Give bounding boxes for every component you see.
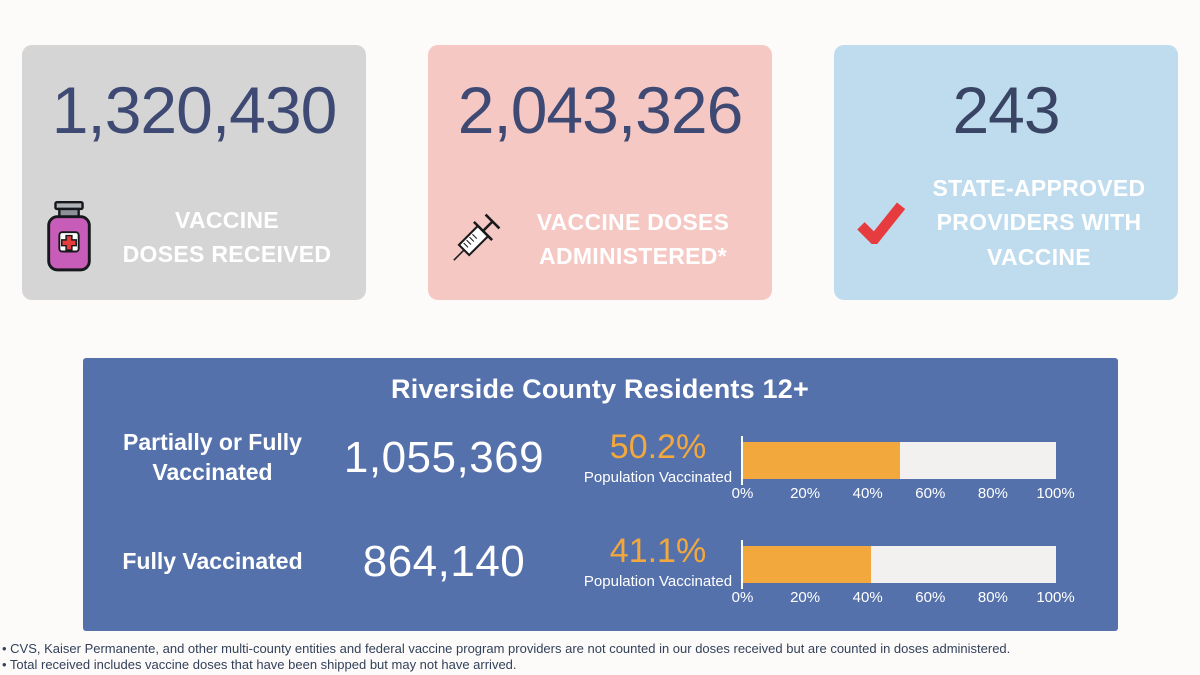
label-line: VACCINE <box>987 243 1091 270</box>
tick-label: 40% <box>852 588 883 606</box>
row-count: 864,140 <box>362 537 526 586</box>
bar-track <box>743 442 1056 479</box>
panel-title: Riverside County Residents 12+ <box>391 374 809 404</box>
vaccine-vial-icon <box>36 200 102 274</box>
tick-label: 60% <box>915 484 946 502</box>
bar-chart-fully <box>731 546 1075 606</box>
providers-footer <box>834 171 1178 275</box>
label-line: ADMINISTERED* <box>539 243 727 269</box>
doses-administered-footer <box>428 204 772 274</box>
tick-label: 80% <box>977 588 1008 606</box>
doses-received-label <box>102 203 352 272</box>
tick-label: 0% <box>731 484 754 502</box>
card-doses-administered <box>428 45 772 300</box>
tick-label: 80% <box>977 484 1008 502</box>
providers-label <box>914 171 1164 275</box>
tick-label: 20% <box>790 588 821 606</box>
row-label: Fully Vaccinated <box>122 548 303 575</box>
residents-panel <box>83 358 1118 631</box>
checkmark-icon <box>848 200 914 244</box>
label-line: DOSES RECEIVED <box>122 241 332 267</box>
doses-received-value: 1,320,430 <box>51 73 337 147</box>
row-partially-or-fully-vaccinated <box>83 406 1118 510</box>
percent-value: 50.2% <box>609 428 707 467</box>
percent-value: 41.1% <box>609 532 707 571</box>
row-percent-block <box>576 534 741 590</box>
bar-chart-partial <box>731 442 1075 502</box>
tick-label: 20% <box>790 484 821 502</box>
row-percent-block <box>576 430 741 486</box>
row-fully-vaccinated <box>83 510 1118 614</box>
tick-label: 100% <box>1036 588 1075 606</box>
footnote-received: • Total received includes vaccine doses that have been shipped but may not have arrived. <box>2 657 517 672</box>
stat-cards <box>22 45 1178 300</box>
footnotes <box>2 641 1200 673</box>
tick-label: 0% <box>731 588 754 606</box>
x-axis-ticks <box>731 484 1075 502</box>
doses-received-footer <box>22 200 366 274</box>
percent-sublabel: Population Vaccinated <box>583 572 733 590</box>
card-doses-received <box>22 45 366 300</box>
row-label: Partially or Fully Vaccinated <box>123 429 302 485</box>
tick-label: 40% <box>852 484 883 502</box>
doses-administered-label <box>508 205 758 274</box>
providers-value: 243 <box>952 73 1060 147</box>
tick-label: 100% <box>1036 484 1075 502</box>
row-count: 1,055,369 <box>343 433 545 482</box>
percent-sublabel: Population Vaccinated <box>583 468 733 486</box>
card-providers <box>834 45 1178 300</box>
label-line: VACCINE <box>175 206 279 233</box>
bar-fill <box>743 546 872 583</box>
x-axis-ticks <box>731 588 1075 606</box>
tick-label: 60% <box>915 588 946 606</box>
bar-track <box>743 546 1056 583</box>
bar-fill <box>743 442 900 479</box>
footnote-doses: • CVS, Kaiser Permanente, and other multi-county entities and federal vaccine program providers are not counted in our doses received but are counted in doses administered. <box>2 641 1011 656</box>
label-line: PROVIDERS WITH <box>936 209 1142 235</box>
label-line: STATE-APPROVED <box>932 174 1146 201</box>
syringe-icon <box>442 204 508 274</box>
doses-administered-value: 2,043,326 <box>457 73 743 147</box>
label-line: VACCINE DOSES <box>536 208 730 235</box>
